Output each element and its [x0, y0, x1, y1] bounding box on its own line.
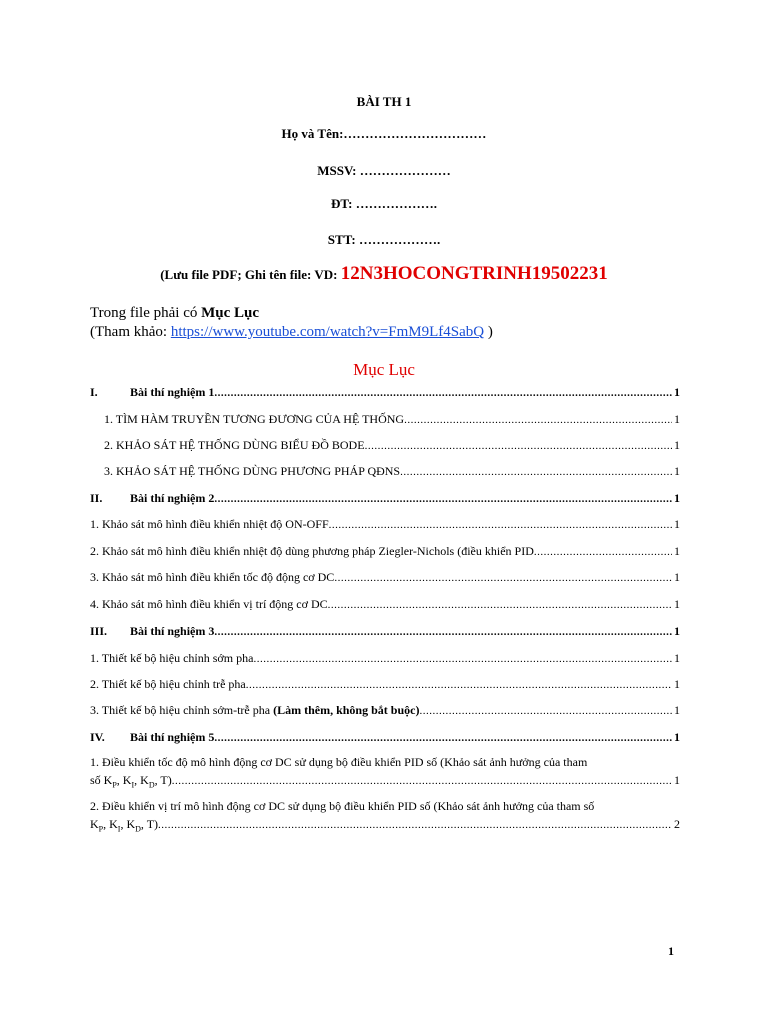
- phone-field: ĐT: ……………….: [331, 196, 437, 211]
- toc-section-number: II.: [90, 491, 103, 505]
- toc-entry-optional-note: (Làm thêm, không bắt buộc): [273, 703, 420, 717]
- toc-entry-3-3[interactable]: [90, 703, 680, 719]
- student-id-field: MSSV: …………………: [317, 163, 451, 178]
- toc-entry-label: Bài thí nghiệm 3: [130, 624, 215, 638]
- toc-page-number: 1: [674, 570, 680, 584]
- toc-entry-label: 1. Điều khiển tốc độ mô hình động cơ DC sử dụng bộ điều khiển PID số (Khảo sát ảnh hưởng của tham: [90, 755, 588, 769]
- toc-entry-label: 2. Điều khiển vị trí mô hình động cơ DC sử dụng bộ điều khiển PID số (Khảo sát ảnh hưởng của tham số: [90, 799, 595, 813]
- toc-entry-3-2[interactable]: [90, 677, 680, 693]
- toc-page-number: 1: [674, 438, 680, 452]
- toc-entry-label: 1. Thiết kế bộ hiệu chỉnh sớm pha: [90, 651, 254, 665]
- toc-entry-4-1[interactable]: [90, 755, 680, 792]
- reference-note: [90, 324, 493, 341]
- toc-entry-label-cont: số K: [90, 773, 113, 787]
- toc-entry-label: Bài thí nghiệm 2: [130, 491, 215, 505]
- toc-entry-section-2[interactable]: [90, 491, 680, 507]
- separator: , K: [116, 773, 132, 787]
- toc-entry-3-1[interactable]: [90, 651, 680, 667]
- filename-example: 12N3HOCONGTRINH19502231: [340, 263, 608, 284]
- toc-entry-section-3[interactable]: [90, 624, 680, 640]
- toc-page-number: 1: [674, 624, 680, 638]
- toc-entry-label: 3. Khảo sát mô hình điều khiển tốc độ động cơ DC: [90, 570, 335, 584]
- toc-page-number: 1: [674, 385, 680, 399]
- toc-page-number: 1: [674, 491, 680, 505]
- toc-entry-label: 1. Khảo sát mô hình điều khiển nhiệt độ ON-OFF: [90, 517, 329, 531]
- toc-entry-1-2[interactable]: [90, 438, 680, 454]
- subscript-p: P: [112, 780, 117, 790]
- toc-entry-2-2[interactable]: [90, 544, 680, 560]
- toc-entry-section-1[interactable]: [90, 385, 680, 401]
- toc-entry-label: 3. KHẢO SÁT HỆ THỐNG DÙNG PHƯƠNG PHÁP QĐNS: [104, 464, 401, 478]
- toc-entry-label: 2. KHẢO SÁT HỆ THỐNG DÙNG BIỂU ĐỒ BODE: [104, 438, 365, 452]
- toc-entry-1-3[interactable]: [90, 464, 680, 480]
- toc-entry-label: 2. Khảo sát mô hình điều khiển nhiệt độ dùng phương pháp Ziegler-Nichols (điều khiển PID: [90, 544, 534, 558]
- toc-page-number: 1: [674, 412, 680, 426]
- toc-page-number: 1: [674, 730, 680, 744]
- reference-prefix: (Tham khảo:: [90, 324, 171, 340]
- toc-entry-label: 3. Thiết kế bộ hiệu chỉnh sớm-trễ pha: [90, 703, 274, 717]
- toc-requirement-bold: Mục Lục: [201, 305, 260, 321]
- toc-entry-2-1[interactable]: [90, 517, 680, 533]
- toc-page-number: 1: [674, 517, 680, 531]
- toc-entry-label: Bài thí nghiệm 1: [130, 385, 215, 399]
- toc-page-number: 1: [674, 703, 680, 717]
- separator: , K: [120, 817, 136, 831]
- toc-requirement-text: Trong file phải có: [90, 305, 202, 321]
- toc-page-number: 1: [674, 597, 680, 611]
- document-title: BÀI TH 1: [356, 94, 412, 109]
- toc-section-number: I.: [90, 385, 98, 399]
- toc-page-number: 1: [674, 773, 680, 787]
- toc-entry-label: 2. Thiết kế bộ hiệu chỉnh trễ pha: [90, 677, 246, 691]
- subscript-d: D: [135, 824, 141, 834]
- save-instruction-text: (Lưu file PDF; Ghi tên file: VD:: [160, 267, 338, 282]
- subscript-i: I: [131, 780, 135, 790]
- page-number: 1: [668, 944, 674, 958]
- toc-entry-2-3[interactable]: [90, 570, 680, 586]
- separator: , K: [103, 817, 118, 831]
- toc-page-number: 2: [674, 817, 680, 831]
- student-name-field: Họ và Tên:……………………………: [281, 126, 487, 141]
- separator: , K: [134, 773, 149, 787]
- toc-page-number: 1: [674, 544, 680, 558]
- toc-entry-1-1[interactable]: [90, 412, 680, 428]
- toc-entry-label-end: , T): [140, 817, 159, 831]
- toc-page-number: 1: [674, 651, 680, 665]
- toc-heading: Mục Lục: [353, 360, 415, 379]
- toc-page-number: 1: [674, 464, 680, 478]
- toc-requirement-note: [90, 305, 259, 322]
- toc-entry-label: Bài thí nghiệm 5: [130, 730, 215, 744]
- toc-entry-4-2[interactable]: [90, 799, 680, 836]
- subscript-d: D: [148, 780, 155, 790]
- toc-section-number: IV.: [90, 730, 105, 744]
- reference-suffix: ): [484, 324, 493, 340]
- toc-entry-label-end: , T): [154, 773, 172, 787]
- toc-page-number: 1: [674, 677, 680, 691]
- toc-entry-label: 4. Khảo sát mô hình điều khiển vị trí động cơ DC: [90, 597, 328, 611]
- toc-entry-label: 1. TÌM HÀM TRUYỀN TƯƠNG ĐƯƠNG CỦA HỆ THỐNG: [104, 412, 405, 426]
- save-instruction: [0, 263, 768, 285]
- toc-section-number: III.: [90, 624, 108, 638]
- toc-entry-2-4[interactable]: [90, 597, 680, 613]
- reference-link[interactable]: https://www.youtube.com/watch?v=FmM9Lf4SabQ: [170, 324, 485, 340]
- order-number-field: STT: ……………….: [327, 232, 441, 247]
- subscript-p: P: [98, 824, 104, 834]
- toc-entry-section-4[interactable]: [90, 730, 680, 746]
- subscript-i: I: [117, 824, 121, 834]
- toc-entry-label-cont: K: [90, 817, 99, 831]
